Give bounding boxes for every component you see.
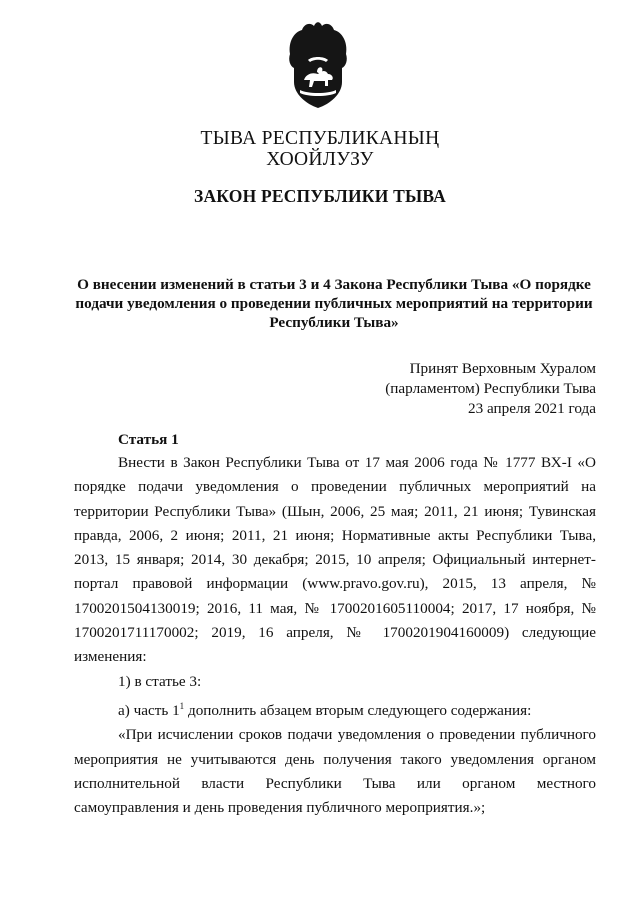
- law-subject-line1: О внесении изменений в статьи 3 и 4 Закона Республики Тыва «О порядке: [77, 276, 591, 293]
- assembly-name-line1: ТЫВА РЕСПУБЛИКАНЫҢ: [200, 128, 440, 149]
- quoted-paragraph: «При исчислении сроков подачи уведомления о проведении публичного мероприятия не учитываются день получения такого уведомления органом исполнительной власти Республики Тыва или органом местного самоуправления и день проведения публичного мероприятия.»;: [74, 726, 596, 817]
- item-a-superscript: 1: [179, 700, 185, 711]
- adoption-line2: (парламентом) Республики Тыва: [385, 380, 596, 397]
- adoption-line1: Принят Верховным Хуралом: [409, 360, 596, 377]
- law-subject-line2: подачи уведомления о проведении публичных мероприятий на территории: [75, 295, 593, 312]
- assembly-name: [0, 128, 640, 170]
- law-subject: [74, 275, 594, 332]
- law-subject-line3: Республики Тыва»: [269, 314, 399, 331]
- article-heading: Статья 1: [118, 431, 179, 448]
- adoption-date: 23 апреля 2021 года: [468, 400, 596, 417]
- assembly-name-line2: ХООЙЛУЗУ: [266, 149, 374, 170]
- item-1: 1) в статье 3:: [118, 672, 202, 690]
- coat-of-arms-emblem: [282, 20, 354, 110]
- adoption-block: [316, 359, 596, 419]
- article-intro-paragraph: Внести в Закон Республики Тыва от 17 мая 2006 года № 1777 ВХ-I «О порядке подачи уведомления о проведении публичных мероприятий на территории Республики Тыва» (Шын, 2006, 25 мая; 2011, 21 июня; Тувинская правда, 2006, 2 июня; 2011, 21 июня; Нормативные акты Республики Тыва, 2013, 15 января; 2014, 30 декабря; 2015, 10 апреля; Официальный интернет-портал правовой информации (www.pravo.gov.ru), 2015, 13 апреля, № 1700201504130019; 2016, 11 мая, № 1700201605110004; 2017, 17 ноября, № 1700201711170002; 2019, 16 апреля, № 1700201904160009) следующие изменения:: [74, 454, 596, 666]
- article-body: [74, 451, 596, 820]
- item-a: [74, 694, 596, 723]
- item-a-suffix: дополнить абзацем вторым следующего содержания:: [184, 701, 532, 719]
- law-title: ЗАКОН РЕСПУБЛИКИ ТЫВА: [194, 186, 446, 206]
- item-a-prefix: а) часть 1: [118, 701, 180, 719]
